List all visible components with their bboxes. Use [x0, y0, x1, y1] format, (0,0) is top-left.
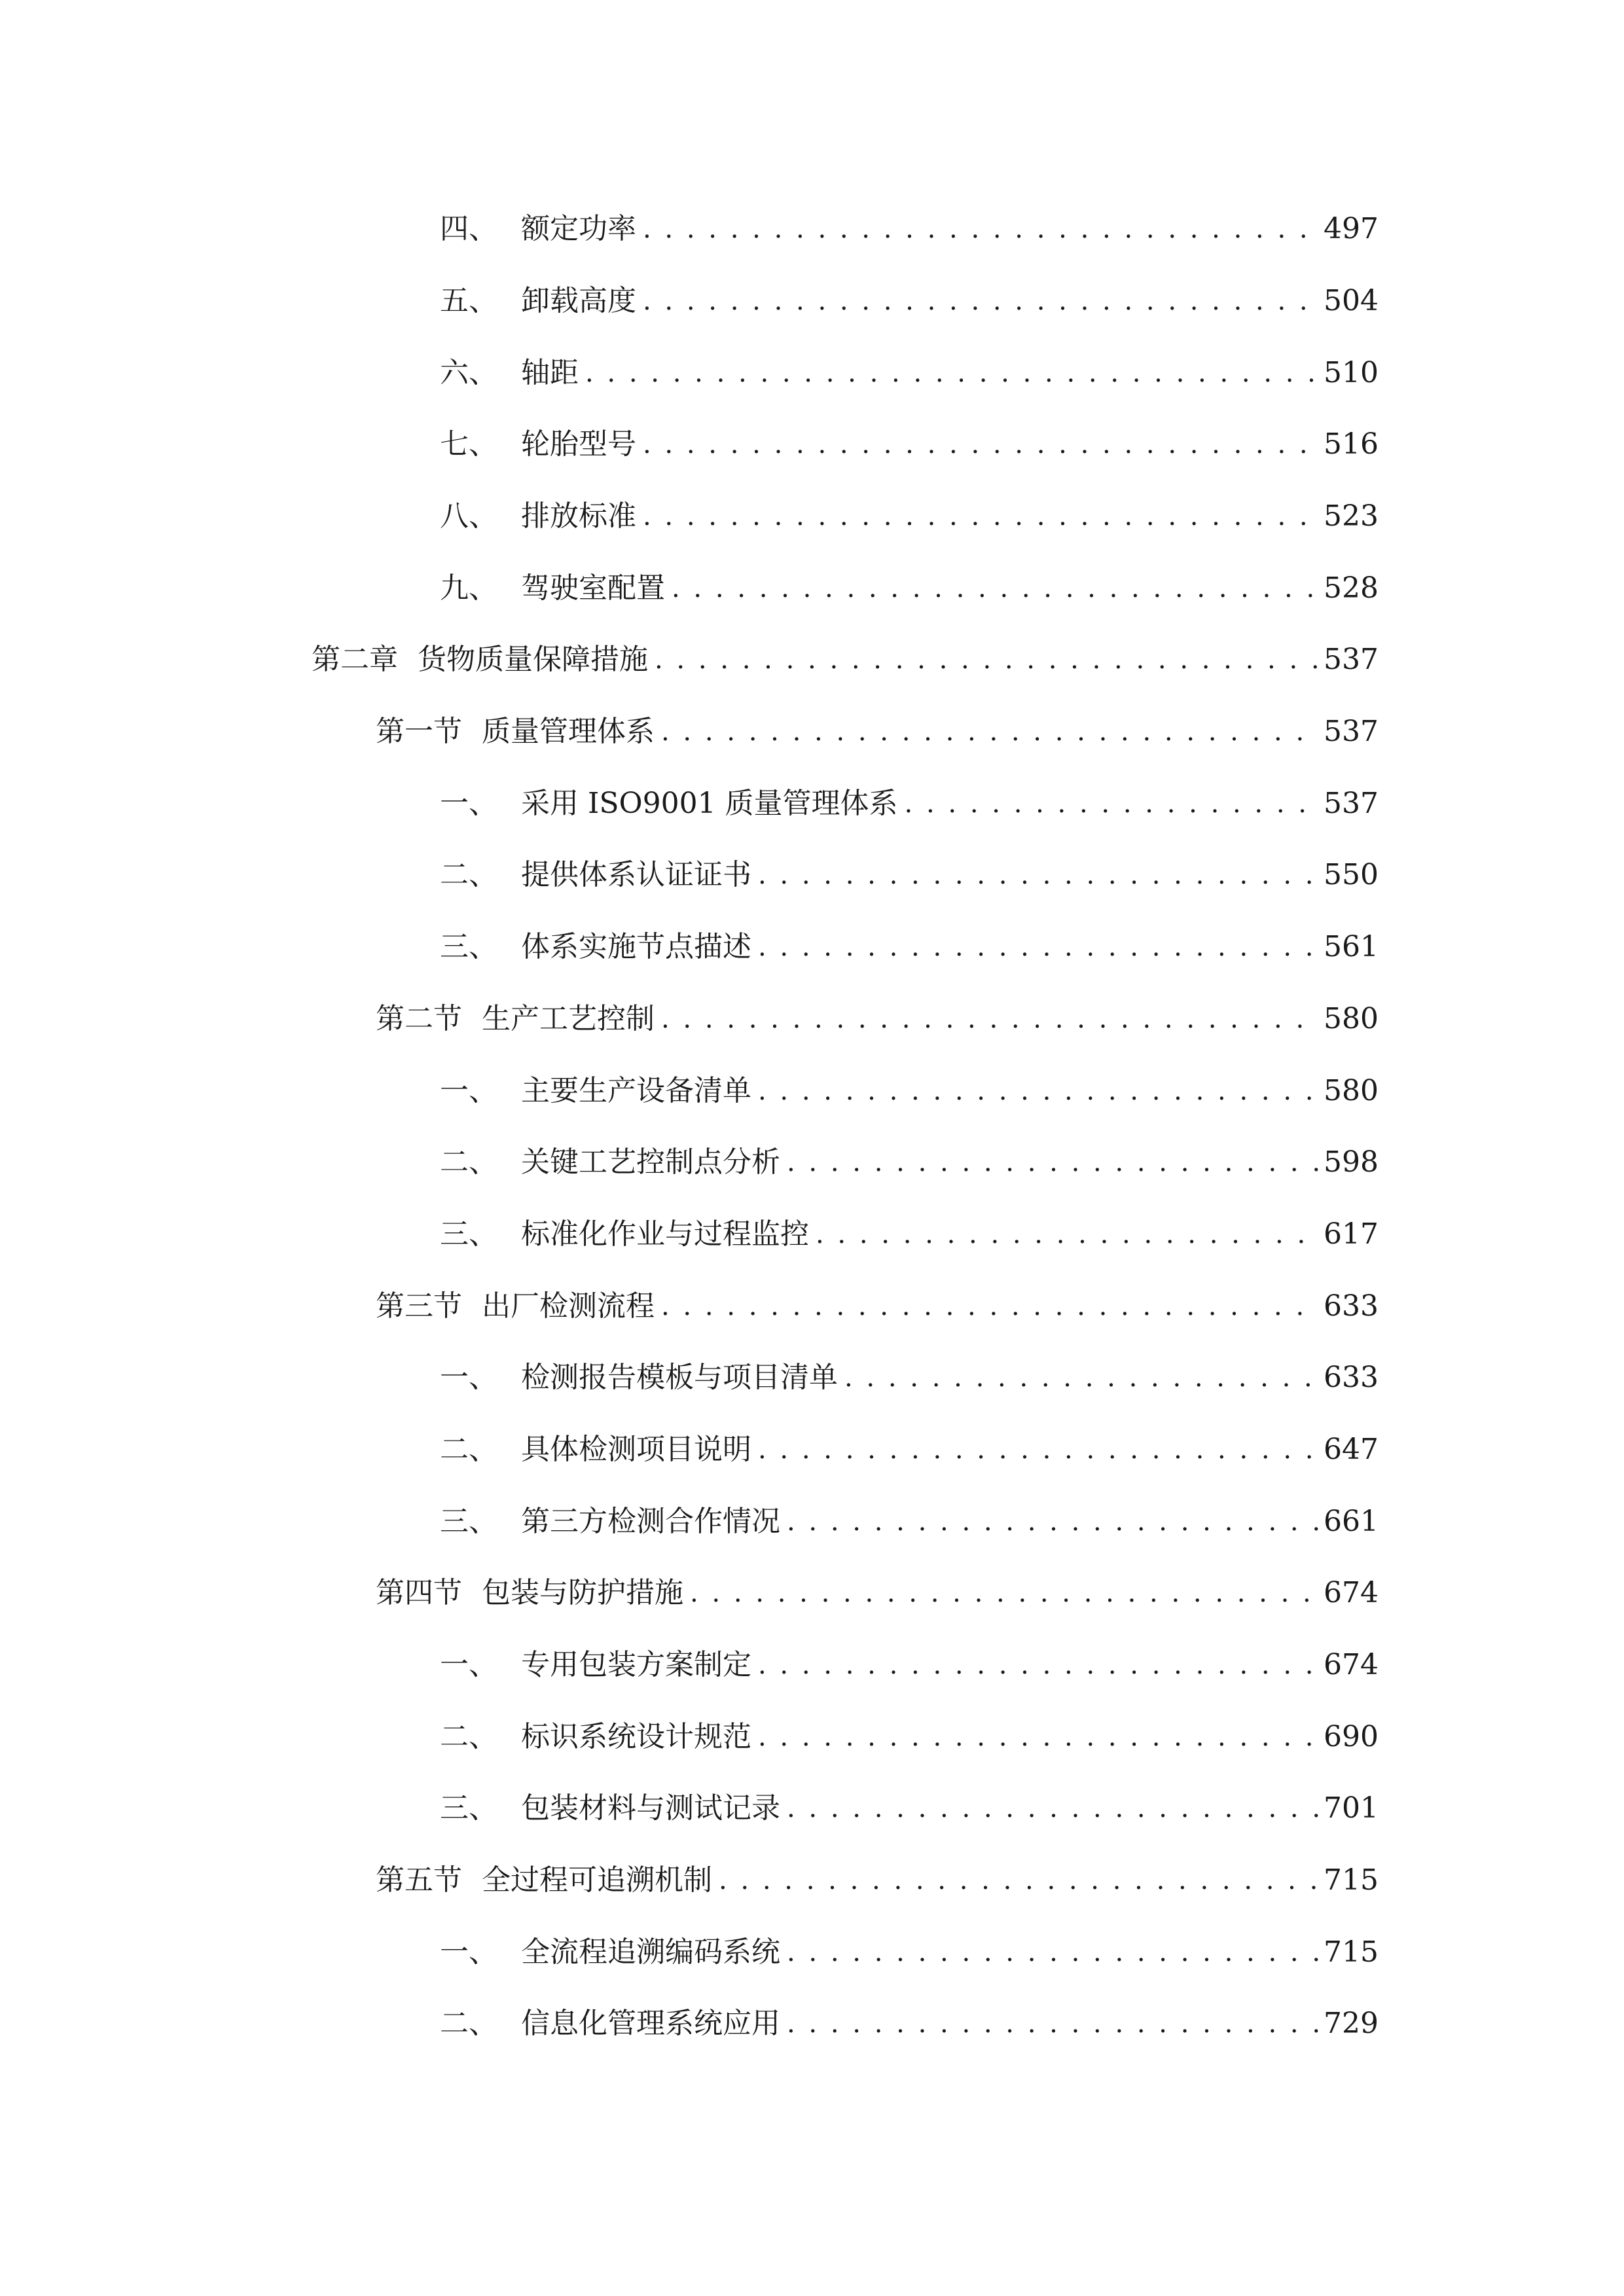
dot-leader — [758, 1639, 1320, 1691]
toc-entry-page: 633 — [1324, 1289, 1379, 1323]
toc-entry-number: 第三节 — [376, 1289, 462, 1323]
toc-entry-title: 出厂检测流程 — [482, 1289, 655, 1323]
toc-entry-number: 第五节 — [376, 1863, 462, 1897]
toc-entry-page: 617 — [1324, 1217, 1379, 1251]
toc-entry-number: 三、 — [440, 1217, 497, 1251]
toc-entry-title: 专用包装方案制定 — [521, 1648, 751, 1681]
toc-entry-title: 生产工艺控制 — [482, 1002, 655, 1035]
toc-entry-number: 一、 — [440, 787, 497, 820]
dot-leader — [672, 562, 1320, 615]
toc-entry-rated-power[interactable] — [440, 203, 1379, 255]
toc-entry-page: 580 — [1324, 1074, 1379, 1107]
toc-entry-page: 674 — [1324, 1648, 1379, 1681]
toc-entry-page: 561 — [1324, 930, 1379, 963]
toc-entry-title: 卸载高度 — [521, 284, 636, 317]
toc-entry-title: 货物质量保障措施 — [418, 643, 648, 676]
toc-entry-packaging-tests[interactable] — [440, 1782, 1379, 1835]
toc-entry-tire-model[interactable] — [440, 418, 1379, 471]
toc-entry-title: 轴距 — [521, 356, 579, 389]
toc-entry-number: 六、 — [440, 356, 497, 389]
toc-entry-number: 三、 — [440, 930, 497, 963]
toc-entry-key-control-points[interactable] — [440, 1136, 1379, 1189]
toc-entry-page: 523 — [1324, 499, 1379, 533]
toc-entry-third-party[interactable] — [440, 1496, 1379, 1548]
toc-section-traceability[interactable] — [376, 1854, 1379, 1907]
toc-entry-title: 排放标准 — [521, 499, 636, 533]
dot-leader — [690, 1567, 1320, 1619]
dot-leader — [787, 1136, 1320, 1189]
toc-entry-page: 715 — [1324, 1935, 1379, 1969]
dot-leader — [787, 1496, 1320, 1548]
toc-entry-title: 标识系统设计规范 — [521, 1720, 751, 1753]
dot-leader — [661, 1280, 1320, 1333]
dot-leader — [661, 706, 1320, 758]
toc-entry-title: 采用 ISO9001 质量管理体系 — [521, 787, 898, 820]
dot-leader — [844, 1352, 1320, 1404]
toc-entry-report-template[interactable] — [440, 1352, 1379, 1404]
toc-entry-number: 二、 — [440, 2007, 497, 2040]
dot-leader — [585, 347, 1320, 399]
toc-entry-title: 质量管理体系 — [482, 715, 655, 748]
toc-entry-number: 七、 — [440, 427, 497, 461]
dot-leader — [643, 418, 1320, 471]
toc-entry-number: 九、 — [440, 571, 497, 605]
dot-leader — [758, 1711, 1320, 1763]
toc-entry-emission-standard[interactable] — [440, 490, 1379, 543]
dot-leader — [816, 1208, 1320, 1261]
toc-entry-number: 二、 — [440, 1433, 497, 1466]
toc-entry-page: 690 — [1324, 1720, 1379, 1753]
dot-leader — [758, 921, 1320, 973]
toc-entry-title: 驾驶室配置 — [521, 571, 665, 605]
toc-entry-number: 三、 — [440, 1791, 497, 1825]
toc-chapter-quality-assurance[interactable] — [312, 634, 1379, 686]
toc-entry-title: 提供体系认证证书 — [521, 858, 751, 891]
toc-entry-page: 729 — [1324, 2007, 1379, 2040]
toc-entry-page: 550 — [1324, 858, 1379, 891]
toc-entry-number: 八、 — [440, 499, 497, 533]
toc-entry-number: 一、 — [440, 1361, 497, 1394]
dot-leader — [787, 1998, 1320, 2050]
toc-entry-page: 715 — [1324, 1863, 1379, 1897]
toc-entry-title: 第三方检测合作情况 — [521, 1505, 780, 1538]
toc-entry-number: 一、 — [440, 1648, 497, 1681]
toc-entry-title: 全流程追溯编码系统 — [521, 1935, 780, 1969]
toc-entry-title: 检测报告模板与项目清单 — [521, 1361, 838, 1394]
toc-entry-certificates[interactable] — [440, 849, 1379, 901]
toc-entry-title: 额定功率 — [521, 212, 636, 245]
toc-entry-equipment-list[interactable] — [440, 1065, 1379, 1117]
toc-entry-number: 三、 — [440, 1505, 497, 1538]
toc-entry-number: 五、 — [440, 284, 497, 317]
toc-section-quality-management[interactable] — [376, 706, 1379, 758]
toc-entry-page: 537 — [1324, 643, 1379, 676]
dot-leader — [787, 1782, 1320, 1835]
toc-section-production-process[interactable] — [376, 993, 1379, 1045]
toc-entry-page: 633 — [1324, 1361, 1379, 1394]
dot-leader — [719, 1854, 1320, 1907]
toc-entry-number: 四、 — [440, 212, 497, 245]
toc-entry-number: 二、 — [440, 858, 497, 891]
toc-entry-number: 二、 — [440, 1720, 497, 1753]
toc-entry-number: 一、 — [440, 1935, 497, 1969]
toc-entry-inspection-items[interactable] — [440, 1424, 1379, 1476]
dot-leader — [758, 1424, 1320, 1476]
toc-entry-page: 647 — [1324, 1433, 1379, 1466]
toc-entry-number: 第四节 — [376, 1576, 462, 1609]
toc-entry-page: 497 — [1324, 212, 1379, 245]
toc-entry-title: 包装与防护措施 — [482, 1576, 683, 1609]
toc-entry-page: 598 — [1324, 1145, 1379, 1179]
toc-entry-packaging-plan[interactable] — [440, 1639, 1379, 1691]
toc-entry-page: 661 — [1324, 1505, 1379, 1538]
toc-entry-page: 674 — [1324, 1576, 1379, 1609]
dot-leader — [758, 849, 1320, 901]
toc-entry-title: 关键工艺控制点分析 — [521, 1145, 780, 1179]
toc-entry-labeling-spec[interactable] — [440, 1711, 1379, 1763]
toc-entry-page: 537 — [1324, 715, 1379, 748]
toc-entry-page: 504 — [1324, 284, 1379, 317]
toc-section-packaging[interactable] — [376, 1567, 1379, 1619]
dot-leader — [643, 490, 1320, 543]
toc-entry-cab-configuration[interactable] — [440, 562, 1379, 615]
toc-entry-page: 537 — [1324, 787, 1379, 820]
toc-entry-trace-coding[interactable] — [440, 1926, 1379, 1979]
toc-entry-title: 信息化管理系统应用 — [521, 2007, 780, 2040]
toc-entry-page: 510 — [1324, 356, 1379, 389]
toc-entry-number: 二、 — [440, 1145, 497, 1179]
dot-leader — [905, 778, 1320, 830]
toc-entry-title: 轮胎型号 — [521, 427, 636, 461]
toc-entry-unloading-height[interactable] — [440, 275, 1379, 327]
toc-entry-standardized-operation[interactable] — [440, 1208, 1379, 1261]
toc-entry-title: 标准化作业与过程监控 — [521, 1217, 809, 1251]
dot-leader — [643, 275, 1320, 327]
toc-entry-wheelbase[interactable] — [440, 347, 1379, 399]
toc-section-factory-inspection[interactable] — [376, 1280, 1379, 1333]
toc-entry-page: 701 — [1324, 1791, 1379, 1825]
toc-entry-iso9001[interactable] — [440, 778, 1379, 830]
dot-leader — [661, 993, 1320, 1045]
toc-entry-information-system[interactable] — [440, 1998, 1379, 2050]
toc-entry-number: 第二节 — [376, 1002, 462, 1035]
dot-leader — [655, 634, 1320, 686]
dot-leader — [758, 1065, 1320, 1117]
toc-entry-number: 一、 — [440, 1074, 497, 1107]
toc-entry-implementation-nodes[interactable] — [440, 921, 1379, 973]
toc-entry-title: 全过程可追溯机制 — [482, 1863, 712, 1897]
toc-entry-title: 体系实施节点描述 — [521, 930, 751, 963]
toc-entry-title: 主要生产设备清单 — [521, 1074, 751, 1107]
toc-entry-page: 528 — [1324, 571, 1379, 605]
toc-entry-title: 具体检测项目说明 — [521, 1433, 751, 1466]
toc-entry-page: 516 — [1324, 427, 1379, 461]
toc-entry-number: 第一节 — [376, 715, 462, 748]
toc-entry-title: 包装材料与测试记录 — [521, 1791, 780, 1825]
toc-entry-page: 580 — [1324, 1002, 1379, 1035]
dot-leader — [787, 1926, 1320, 1979]
toc-entry-number: 第二章 — [312, 643, 398, 676]
dot-leader — [643, 203, 1320, 255]
